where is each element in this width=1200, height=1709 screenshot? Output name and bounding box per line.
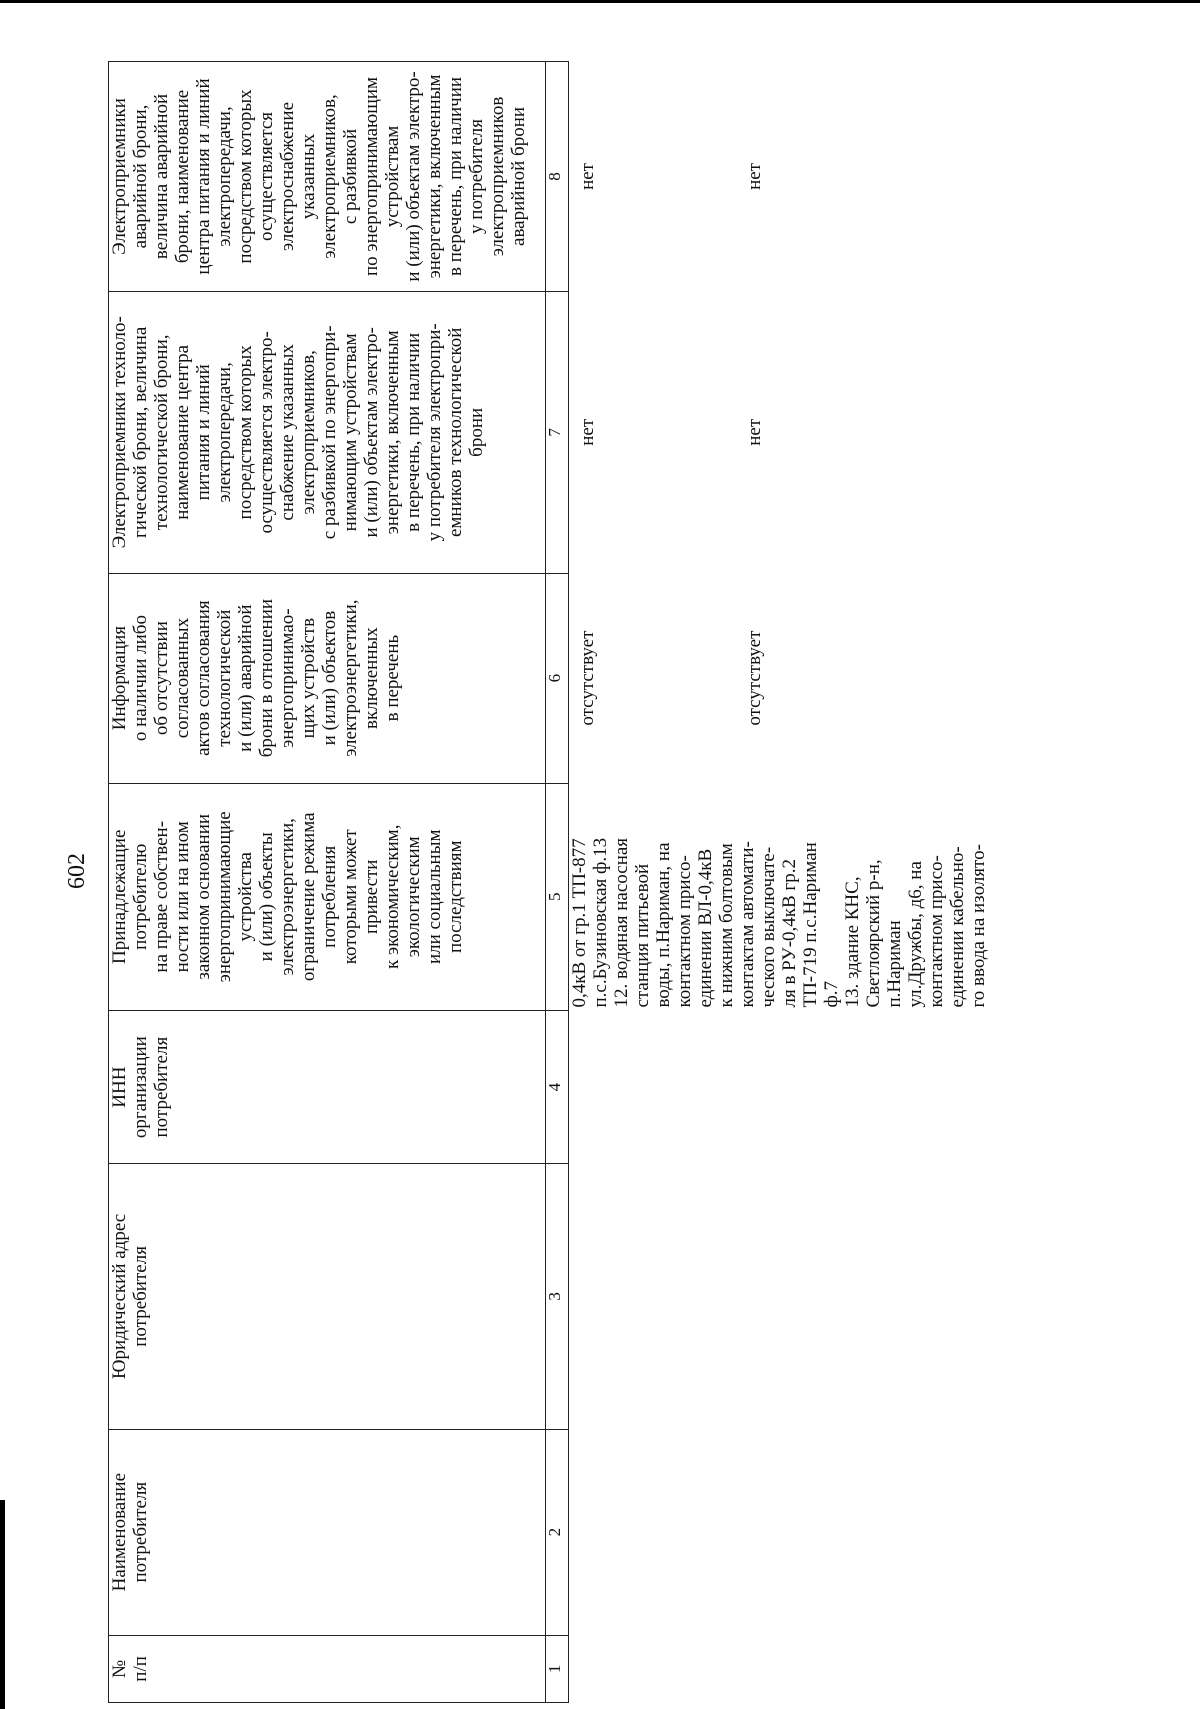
- header-col-5: Принадлежащие потребителю на праве собствен- ности или на ином законном основании энергопринимающие устройства и (или) объекты электроэнергетики, ограничение режима потребления которыми может привести к экономическим, экологическим или социальным последствиям: [109, 783, 546, 1011]
- row-cell-4: [569, 1011, 1038, 1164]
- row1-acts-info: отсутствует: [577, 630, 598, 726]
- header-row: [109, 62, 546, 1703]
- row2-tech-reserve: нет: [744, 418, 765, 446]
- row-cell-3: [569, 1164, 1038, 1429]
- page-number: 602: [64, 853, 90, 889]
- header-col-4: ИНН организации потребителя: [109, 1011, 546, 1164]
- row1-tech-reserve: нет: [577, 418, 598, 446]
- column-number-5: 5: [546, 783, 569, 1011]
- table-row: [569, 62, 1038, 1703]
- column-number-2: 2: [546, 1429, 569, 1635]
- row2-acts-info: отсутствует: [744, 630, 765, 726]
- column-number-6: 6: [546, 573, 569, 783]
- header-col-3: Юридический адрес потребителя: [109, 1164, 546, 1429]
- row1-emergency-reserve: нет: [577, 163, 598, 190]
- header-col-6: Информация о наличии либо об отсутствии согласованных актов согласования технологической и (или) аварийной брони в отношении энергопринимао- щих устройств и (или) объектов электроэнергетики, включенных в перечень: [109, 573, 546, 783]
- acts-info-cell: [569, 573, 1038, 783]
- header-col-2: Наименование потребителя: [109, 1429, 546, 1635]
- tech-reserve-cell: [569, 291, 1038, 573]
- column-number-4: 4: [546, 1011, 569, 1164]
- row-cell-2: [569, 1429, 1038, 1635]
- header-col-1: № п/п: [109, 1635, 546, 1702]
- header-col-7: Электроприемники техноло- гической брони, величина технологической брони, наименование центра питания и линий электропередачи, посредством которых осуществляется электро- снабжение указанных электроприемников, с разбивкой по энергопри- нимающим устройствам и (или) объектам электро- энергетики, включенным в перечень, при наличии у потребителя электропри- емников технологической брони: [109, 291, 546, 573]
- column-number-1: 1: [546, 1635, 569, 1702]
- column-number-8: 8: [546, 62, 569, 292]
- header-col-8: Электроприемники аварийной брони, величина аварийной брони, наименование центра питания и линий электропередачи, посредством которых осуществляется электроснабжение указанных электроприемников, с разбивкой по энергопринимающим устройствам и (или) объектам электро- энергетики, включенным в перечень, при наличии у потребителя электроприемников аварийной брони: [109, 62, 546, 292]
- row-cell-1: [569, 1635, 1038, 1702]
- emergency-reserve-cell: [569, 62, 1038, 292]
- row2-emergency-reserve: нет: [744, 163, 765, 190]
- consumer-table: [108, 61, 1037, 1703]
- column-number-7: 7: [546, 291, 569, 573]
- column-number-row: [546, 62, 569, 1703]
- energy-devices-cell: 0,4кВ от гр.1 ТП-877 п.с.Бузиновская ф.13 12. водяная насосная станция питьевой воды, п.Нариман, на контактном присо- единении ВЛ-0,4кВ к нижним болтовым контактам автомати- ческого выключате- ля в РУ-0,4кВ гр.2 ТП-719 п.с.Нариман ф.7 13. здание КНС, Светлоярский р-н, п.Нариман ул.Дружбы, д6, на контактном присо- единении кабельно- го ввода на изолято-: [569, 837, 989, 1008]
- column-number-3: 3: [546, 1164, 569, 1429]
